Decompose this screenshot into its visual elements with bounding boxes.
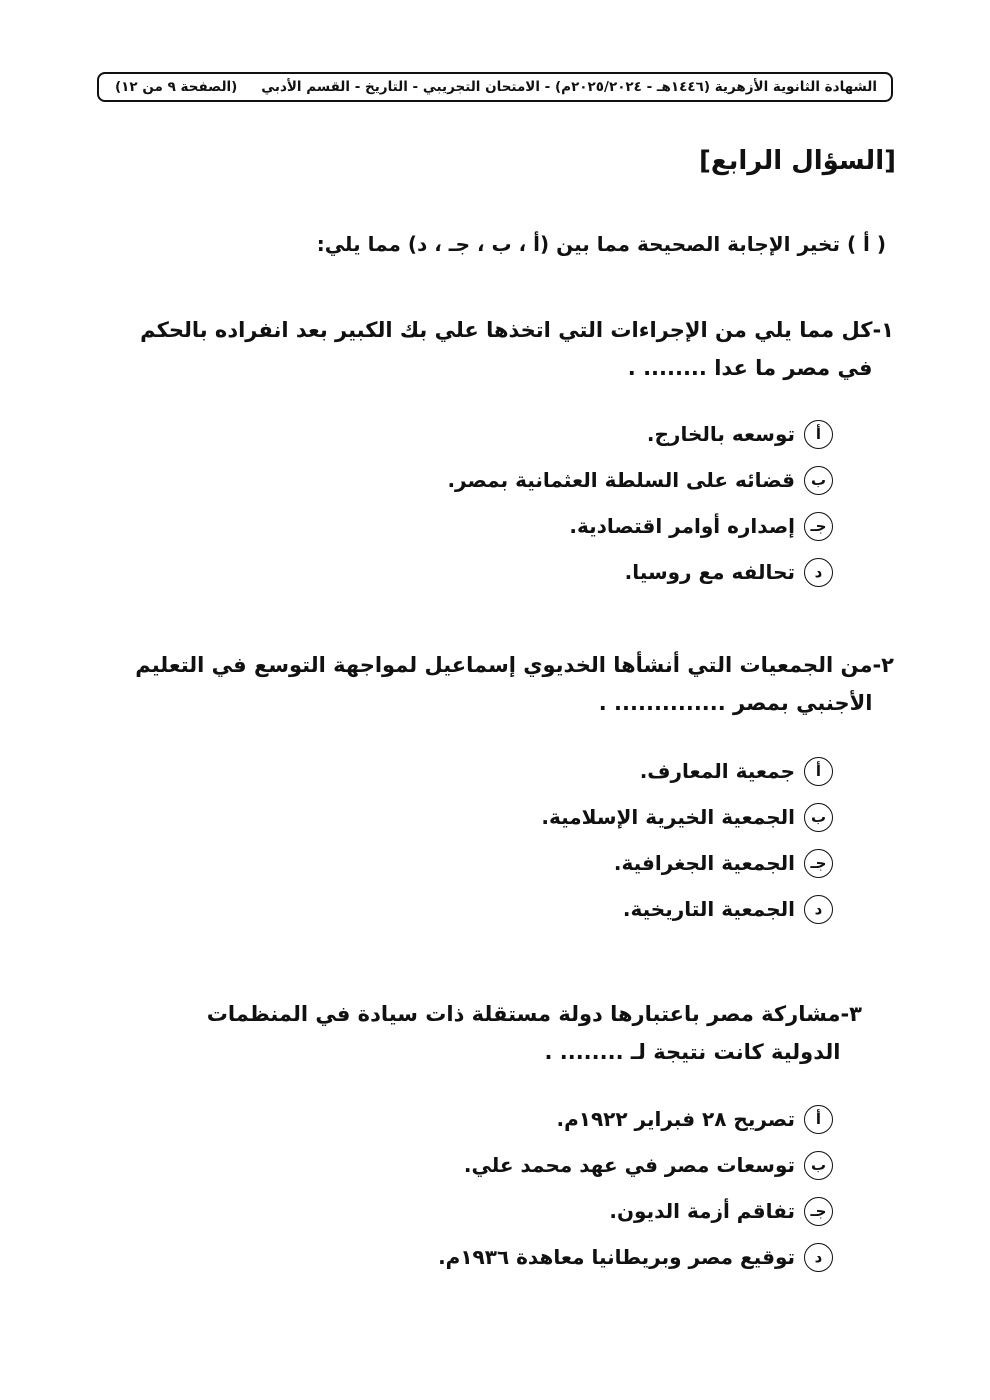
option-text: جمعية المعارف.	[639, 759, 795, 783]
question-number: ٣-	[840, 1002, 862, 1026]
exam-title: الشهادة الثانوية الأزهرية (١٤٤٦هـ - ٢٠٢٥/٢٠٢٤م) - الامتحان التجريبي - التاريخ - القسم الأدبي	[261, 79, 877, 95]
page-number: (الصفحة ٩ من ١٢)	[115, 79, 238, 95]
option-letter-circle: جـ	[804, 1197, 833, 1226]
option-c[interactable]	[233, 840, 833, 886]
question-1-options	[233, 411, 833, 595]
option-text: توقيع مصر وبريطانيا معاهدة ١٩٣٦م.	[438, 1245, 795, 1269]
option-letter-circle: جـ	[804, 512, 833, 541]
option-letter-circle: د	[804, 558, 833, 587]
question-text: مشاركة مصر باعتبارها دولة مستقلة ذات سيادة في المنظمات الدولية كانت نتيجة لـ ........ .	[206, 1002, 841, 1064]
option-text: توسعات مصر في عهد محمد علي.	[463, 1153, 795, 1177]
option-text: توسعه بالخارج.	[646, 422, 795, 446]
question-3	[132, 995, 862, 1071]
option-text: الجمعية الجغرافية.	[613, 851, 795, 875]
option-letter-circle: جـ	[804, 849, 833, 878]
option-text: الجمعية الخيرية الإسلامية.	[541, 805, 795, 829]
option-letter-circle: ب	[804, 466, 833, 495]
option-letter-circle: أ	[804, 757, 833, 786]
option-b[interactable]	[233, 1142, 833, 1188]
option-d[interactable]	[233, 549, 833, 595]
option-letter-circle: ب	[804, 803, 833, 832]
option-d[interactable]	[233, 1234, 833, 1280]
question-1	[104, 311, 894, 387]
option-text: تصريح ٢٨ فبراير ١٩٢٢م.	[556, 1107, 795, 1131]
option-letter-circle: أ	[804, 420, 833, 449]
option-letter-circle: أ	[804, 1105, 833, 1134]
option-a[interactable]	[233, 411, 833, 457]
option-text: تحالفه مع روسيا.	[624, 560, 795, 584]
page-header	[97, 72, 893, 102]
option-b[interactable]	[233, 794, 833, 840]
question-number: ١-	[872, 318, 894, 342]
option-d[interactable]	[233, 886, 833, 932]
option-c[interactable]	[233, 1188, 833, 1234]
option-letter-circle: ب	[804, 1151, 833, 1180]
option-text: الجمعية التاريخية.	[622, 897, 795, 921]
option-text: قضائه على السلطة العثمانية بمصر.	[447, 468, 795, 492]
section-title: [السؤال الرابع]	[698, 146, 896, 176]
option-a[interactable]	[233, 1096, 833, 1142]
option-c[interactable]	[233, 503, 833, 549]
option-a[interactable]	[233, 748, 833, 794]
question-3-options	[233, 1096, 833, 1280]
question-instruction: ( أ ) تخير الإجابة الصحيحة مما بين (أ ، ب ، جـ ، د) مما يلي:	[316, 232, 886, 256]
option-text: إصداره أوامر اقتصادية.	[569, 514, 795, 538]
question-text: من الجمعيات التي أنشأها الخديوي إسماعيل لمواجهة التوسع في التعليم الأجنبي بمصر .............. .	[135, 653, 873, 715]
option-letter-circle: د	[804, 1243, 833, 1272]
option-b[interactable]	[233, 457, 833, 503]
option-text: تفاقم أزمة الديون.	[609, 1199, 795, 1223]
question-2-options	[233, 748, 833, 932]
question-number: ٢-	[872, 653, 894, 677]
question-2	[104, 646, 894, 722]
question-text: كل مما يلي من الإجراءات التي اتخذها علي بك الكبير بعد انفراده بالحكم في مصر ما عدا ........ .	[140, 318, 873, 380]
option-letter-circle: د	[804, 895, 833, 924]
